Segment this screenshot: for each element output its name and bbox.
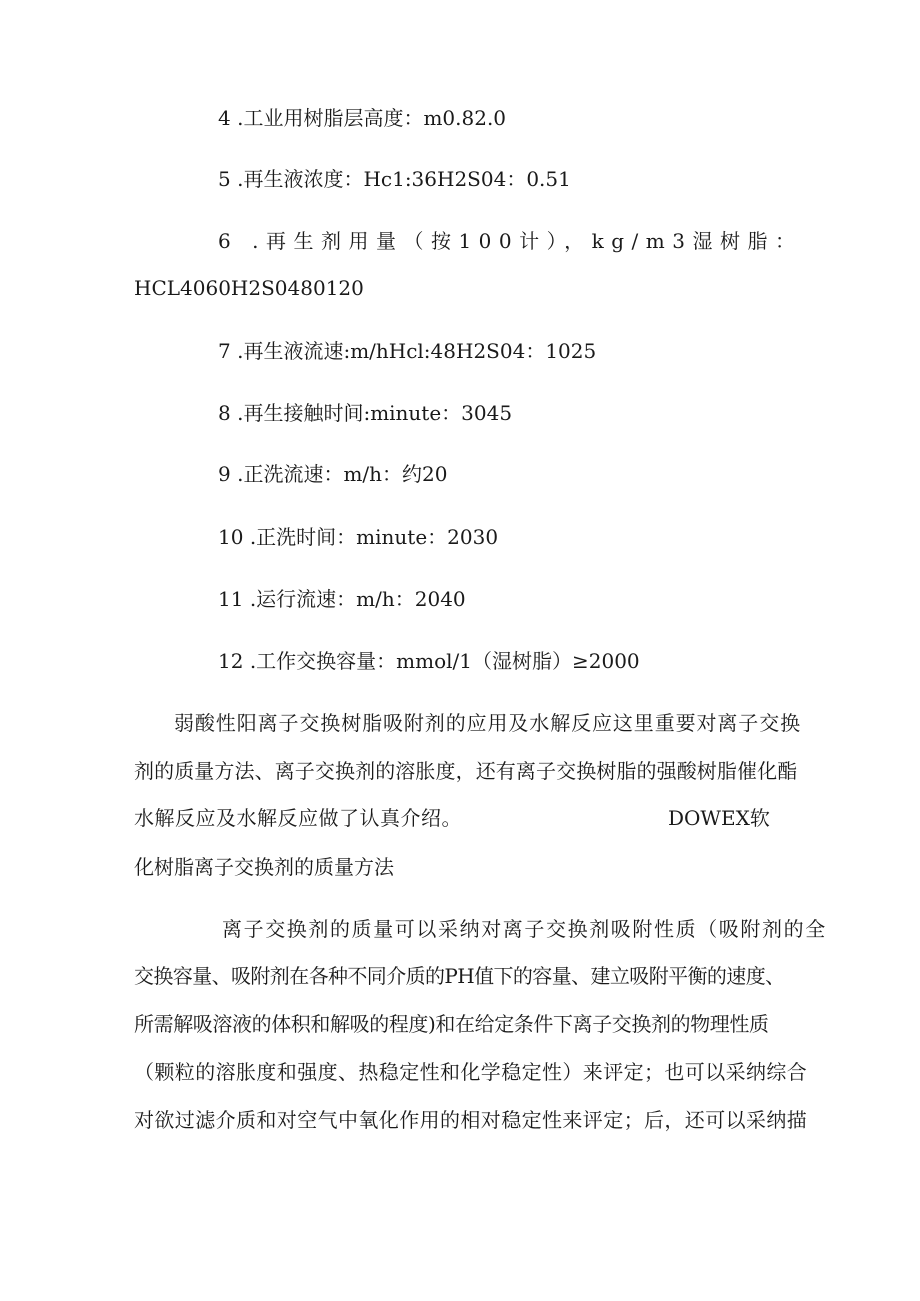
item-number: 5 <box>218 167 231 191</box>
item-number: 9 <box>218 462 231 486</box>
intro-paragraph-line-2: 剂的质量方法、离子交换剂的溶胀度，还有离子交换树脂的强酸树脂催化酯 <box>134 759 798 783</box>
item-number: 12 <box>218 649 244 673</box>
item-text: .工业用树脂层高度：m0.82.0 <box>237 106 507 130</box>
spec-item-9 <box>218 462 447 486</box>
body-paragraph-line-2: 交换容量、吸附剂在各种不同介质的PH值下的容量、建立吸附平衡的速度、 <box>134 964 785 988</box>
spec-item-8 <box>218 401 512 425</box>
item-number: 7 <box>218 339 231 363</box>
spec-item-12 <box>218 649 640 673</box>
item-text: .运行流速：m/h：2040 <box>249 587 466 611</box>
spec-item-7 <box>218 339 596 363</box>
item-text: .再生液浓度：Hc1:36H2S04：0.51 <box>237 167 571 191</box>
item-text: .工作交换容量：mmol/1（湿树脂）≥2000 <box>249 649 640 673</box>
spec-item-6 <box>218 229 802 253</box>
item-text: .再生接触时间:minute：3045 <box>237 401 513 425</box>
item-number: 6 <box>218 229 239 253</box>
spec-item-5 <box>218 167 571 191</box>
intro-paragraph-trailing: DOWEX软 <box>668 806 770 830</box>
item-text: .再生液流速:m/hHcl:48H2S04：1025 <box>237 339 597 363</box>
intro-paragraph-line-1: 弱酸性阳离子交换树脂吸附剂的应用及水解反应这里重要对离子交换 <box>174 711 801 735</box>
body-paragraph-line-5: 对欲过滤介质和对空气中氧化作用的相对稳定性来评定；后，还可以采纳描 <box>134 1108 808 1132</box>
item-text: .正洗流速：m/h：约20 <box>237 462 448 486</box>
body-paragraph-line-4: （颗粒的溶胀度和强度、热稳定性和化学稳定性）来评定；也可以采纳综合 <box>134 1060 808 1084</box>
item-number: 11 <box>218 587 244 611</box>
spec-item-6-continuation: HCL4060H2S0480120 <box>134 276 364 300</box>
intro-paragraph-line-3: 水解反应及水解反应做了认真介绍。 <box>134 806 462 830</box>
body-paragraph-line-1: 离子交换剂的质量可以采纳对离子交换剂吸附性质（吸附剂的全 <box>222 917 827 941</box>
spec-item-4 <box>218 106 506 130</box>
item-number: 10 <box>218 525 244 549</box>
item-number: 8 <box>218 401 231 425</box>
spec-item-11 <box>218 587 466 611</box>
item-text: .正洗时间：minute：2030 <box>249 525 499 549</box>
item-text: .再生剂用量（按100计），kg/m3湿树脂： <box>252 229 803 253</box>
spec-item-10 <box>218 525 498 549</box>
body-paragraph-line-3: 所需解吸溶液的体积和解吸的程度)和在给定条件下离子交换剂的物理性质 <box>134 1012 769 1036</box>
item-number: 4 <box>218 106 231 130</box>
section-heading: 化树脂离子交换剂的质量方法 <box>134 855 394 879</box>
